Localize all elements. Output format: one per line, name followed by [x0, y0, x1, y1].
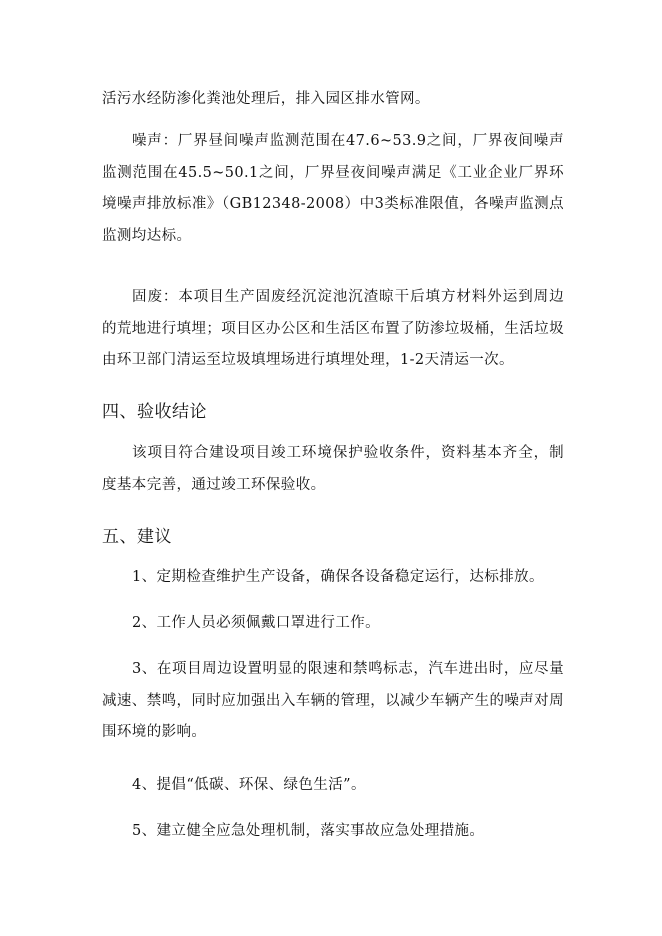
suggestion-item-1: 1、定期检查维护生产设备，确保各设备稳定运行，达标排放。: [132, 569, 544, 585]
paragraph-wastewater: 活污水经防渗化粪池处理后，排入园区排水管网。: [102, 91, 430, 107]
paragraph-noise: 噪声：厂界昼间噪声监测范围在47.6~53.9之间，厂界夜间噪声监测范围在45.5~50.1之间，厂界昼夜间噪声满足《工业企业厂界环境噪声排放标准》（GB12348-2008）中3类标准限值，各噪声监测点监测均达标。: [102, 133, 564, 244]
paragraph-conclusion: 该项目符合建设项目竣工环境保护验收条件，资料基本齐全，制度基本完善，通过竣工环保验收。: [102, 445, 564, 493]
suggestion-item-4: 4、提倡“低碳、环保、绿色生活”。: [132, 777, 366, 793]
section-heading-conclusion: 四、验收结论: [102, 402, 207, 422]
section-heading-suggestions: 五、建议: [102, 527, 172, 547]
paragraph-solid-waste: 固废：本项目生产固废经沉淀池沉渣晾干后填方材料外运到周边的荒地进行填埋；项目区办公区和生活区布置了防渗垃圾桶，生活垃圾由环卫部门清运至垃圾填埋场进行填埋处理，1-2天清运一次。: [102, 289, 564, 368]
suggestion-item-3: 3、在项目周边设置明显的限速和禁鸣标志，汽车进出时，应尽量减速、禁鸣，同时应加强出入车辆的管理，以减少车辆产生的噪声对周围环境的影响。: [102, 661, 564, 740]
suggestion-item-2: 2、工作人员必须佩戴口罩进行工作。: [132, 615, 381, 631]
suggestion-item-5: 5、建立健全应急处理机制，落实事故应急处理措施。: [132, 823, 485, 839]
